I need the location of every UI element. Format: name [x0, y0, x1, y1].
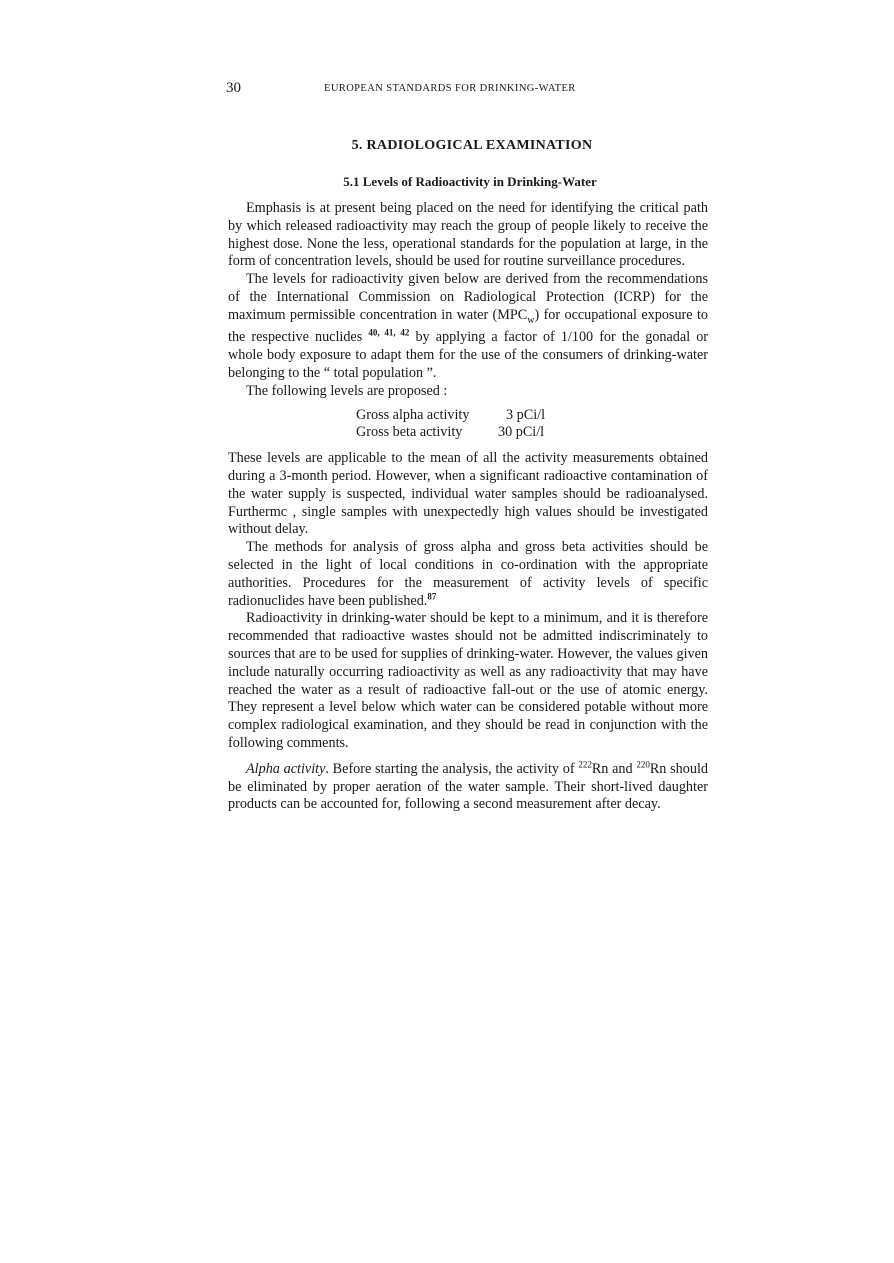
paragraph-text: The methods for analysis of gross alpha and gross beta activities should be selected in the light of local conditions in co-ordination with the appropriate authorities. Procedures for the measurement of activity levels of specific radionuclides have been published.	[228, 539, 708, 609]
level-value	[498, 407, 545, 425]
paragraph-text: . Before starting the analysis, the activity of	[325, 760, 579, 777]
isotope-superscript: 222	[578, 759, 592, 769]
level-value-text: 3 pCi/l	[506, 406, 546, 423]
page-number: 30	[226, 80, 241, 96]
paragraph-text: by applying a factor of 1/100 for the gonadal or whole body exposure to adapt them for the use of the consumers of drinking-water belonging to the “ total population ”.	[228, 329, 709, 381]
reference-superscript: 87	[427, 590, 437, 601]
paragraph-alpha-activity	[228, 761, 708, 814]
paragraph-minimum: Radioactivity in drinking-water should be kept to a minimum, and it is therefore recommended that radioactive wastes should not be admitted indiscriminately to sources that are to be used for supplies of drinking-water. However, the values given include naturally occurring radioactivity as well as any radioactivity that may have reached the water as a result of radioactive fall-out or the use of atomic energy. They represent a level below which water can be considered potable without more complex radiological examination, and they should be read in conjunction with the following comments.	[228, 610, 708, 751]
levels-row	[356, 407, 545, 425]
paragraph-text: Rn and	[591, 760, 637, 777]
paragraph-text: Rn should be eliminated by proper aeration of the water sample. Their short-lived daughter products can be accounted for, following a second measurement after decay.	[228, 760, 708, 813]
level-name: Gross beta activity	[356, 424, 463, 441]
body-text	[228, 200, 708, 814]
section-title: 5. RADIOLOGICAL EXAMINATION	[351, 138, 593, 153]
subscript-w: w	[527, 314, 535, 326]
paragraph-proposed: The following levels are proposed :	[246, 382, 448, 399]
level-value-text: 30 pCi/l	[498, 424, 545, 441]
paragraph-methods	[228, 539, 708, 610]
level-name: Gross alpha activity	[356, 406, 470, 423]
isotope-superscript: 220	[636, 759, 650, 769]
reference-superscript: 40, 41, 42	[368, 327, 410, 338]
document-page	[228, 80, 708, 814]
running-head	[228, 80, 708, 102]
paragraph-applicability: These levels are applicable to the mean of all the activity measurements obtained during a 3-month period. However, when a significant radioactive contamination of the water supply is suspected, individual water samples should be radioanalysed. Furthermc , single samples with unexpectedly high values should be investigated without delay.	[228, 450, 708, 538]
running-title: EUROPEAN STANDARDS FOR DRINKING-WATER	[324, 83, 576, 94]
subsection-title: 5.1 Levels of Radioactivity in Drinking-Water	[343, 174, 597, 189]
levels-table	[356, 407, 545, 443]
level-value	[498, 424, 545, 442]
paragraph-text: The levels for radioactivity given below are derived from the recommendations of the International Commission on Radiological Protection (ICRP) for the maximum permissible concentration in water (MPC	[228, 271, 708, 323]
alpha-activity-lead: Alpha activity	[246, 760, 326, 777]
paragraph-text: ) for occupational exposure to the respective nuclides	[228, 306, 708, 346]
paragraph-levels-derivation	[228, 271, 708, 383]
paragraph-emphasis: Emphasis is at present being placed on the need for identifying the critical path by which released radioactivity may reach the group of people likely to receive the highest dose. None the less, operational standards for the population at large, in the form of concentration levels, should be used for routine surveillance procedures.	[228, 200, 708, 270]
levels-row	[356, 424, 545, 442]
